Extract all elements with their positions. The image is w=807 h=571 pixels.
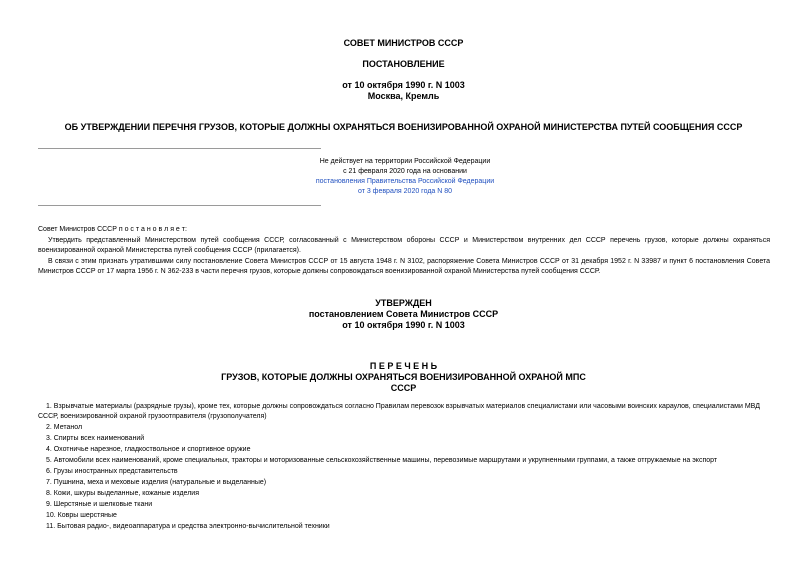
list-item: 8. Кожи, шкуры выделанные, кожаные изделия	[46, 490, 199, 497]
list-item: 1. Взрывчатые материалы (разрядные грузы), кроме тех, которые должны сопровождаться согласно Правилам перевозок взрывчатых материалов специалистами или часовыми воинских караулов, специалистами МВД СССР, военизированной охраной грузоотправителя (грузополучателя)	[38, 403, 760, 420]
paragraph-repeal: В связи с этим признать утратившими силу постановление Совета Министров СССР от 15 августа 1948 г. N 3102, распоряжение Совета Министров СССР от 31 декабря 1952 г. N 33987 и пункт 6 постановления Совета Министров СССР от 17 марта 1956 г. N 362-233 в части перечня грузов, которые должны сопровождаться военизированной охраной Министерства путей сообщения СССР.	[38, 258, 770, 275]
validity-notice	[200, 157, 610, 197]
notice-link-decree[interactable]: постановления Правительства Российской Федерации	[315, 178, 495, 185]
list-item: 7. Пушнина, меха и меховые изделия (натуральные и выделанные)	[46, 479, 267, 486]
divider-bottom	[38, 205, 321, 206]
paragraph-approve: Утвердить представленный Министерством путей сообщения СССР, согласованный с Министерством обороны СССР и Министерством внутренних дел СССР перечень грузов, которые должны охраняться военизированной охраной Министерства путей сообщения СССР (прилагается).	[38, 237, 770, 254]
list-item: 10. Ковры шерстяные	[46, 512, 117, 519]
document-title: ОБ УТВЕРЖДЕНИИ ПЕРЕЧНЯ ГРУЗОВ, КОТОРЫЕ ДОЛЖНЫ ОХРАНЯТЬСЯ ВОЕНИЗИРОВАННОЙ ОХРАНОЙ МИНИСТЕРСТВА ПУТЕЙ СООБЩЕНИЯ СССР	[64, 122, 743, 132]
notice-link-date[interactable]: от 3 февраля 2020 года N 80	[357, 188, 453, 195]
notice-line-2: с 21 февраля 2020 года на основании	[343, 168, 467, 175]
notice-line-1: Не действует на территории Российской Федерации	[319, 158, 491, 165]
list-item: 4. Охотничье нарезное, гладкоствольное и спортивное оружие	[46, 446, 251, 453]
list-item: 9. Шерстяные и шелковые ткани	[46, 501, 153, 508]
authority-heading: СОВЕТ МИНИСТРОВ СССР	[343, 38, 464, 48]
list-subtitle-2: СССР	[390, 383, 417, 393]
list-item: 5. Автомобили всех наименований, кроме специальных, тракторы и моторизованные сельскохозяйственные машины, перевозимые маршрутами и укрупненными группами, а также отгружаемые на экспорт	[46, 457, 718, 464]
list-subtitle: ГРУЗОВ, КОТОРЫЕ ДОЛЖНЫ ОХРАНЯТЬСЯ ВОЕНИЗИРОВАННОЙ ОХРАНОЙ МПС	[221, 372, 586, 382]
date-number: от 10 октября 1990 г. N 1003	[342, 80, 465, 90]
list-item: 6. Грузы иностранных представительств	[46, 468, 178, 475]
place: Москва, Кремль	[367, 91, 440, 101]
intro-text: Совет Министров СССР п о с т а н о в л я е т:	[38, 226, 187, 233]
list-title: П Е Р Е Ч Е Н Ь	[369, 361, 438, 371]
approved-date: от 10 октября 1990 г. N 1003	[342, 320, 465, 330]
approved-by: постановлением Совета Министров СССР	[308, 309, 499, 319]
approved-heading: УТВЕРЖДЕН	[375, 298, 432, 308]
doc-type-heading: ПОСТАНОВЛЕНИЕ	[362, 59, 445, 69]
list-item: 11. Бытовая радио-, видеоаппаратура и средства электронно-вычислительной техники	[46, 523, 330, 530]
divider-top	[38, 148, 321, 149]
list-item: 3. Спирты всех наименований	[46, 435, 145, 442]
list-item: 2. Метанол	[46, 424, 83, 431]
